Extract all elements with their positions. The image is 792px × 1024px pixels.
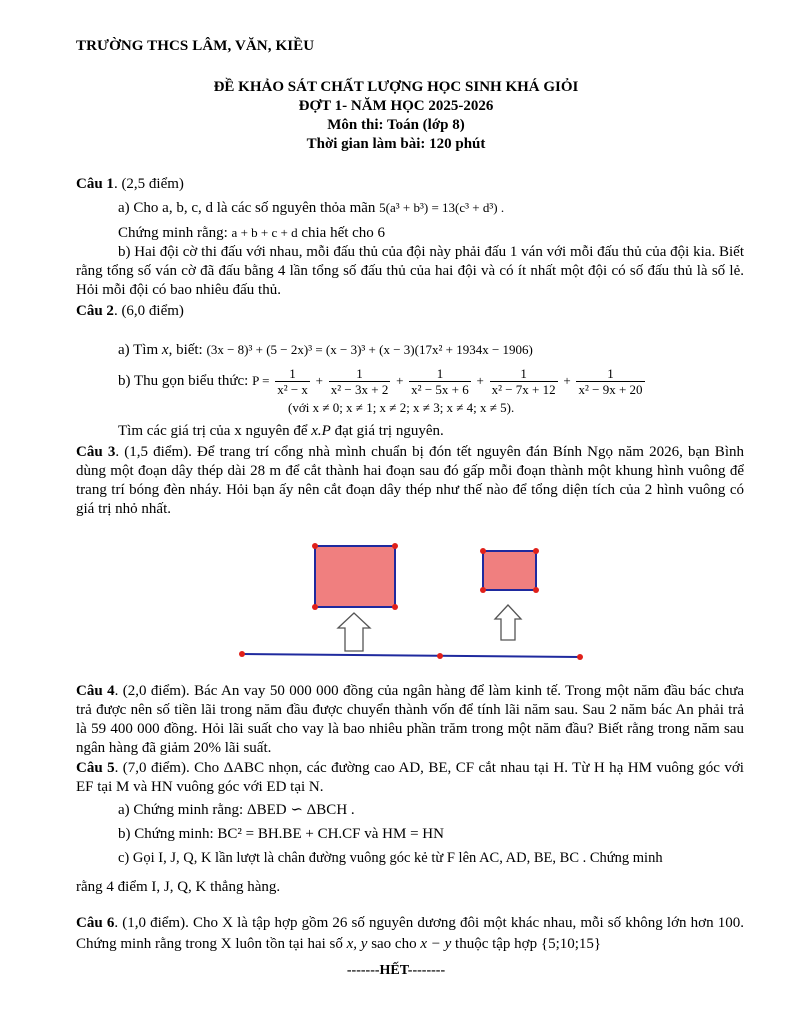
q6-text-3: thuộc tập hợp — [455, 936, 538, 952]
q2a-equation: (3x − 8)³ + (5 − 2x)³ = (x − 3)³ + (x − 3)(17x² + 1934x − 1906) — [206, 342, 533, 357]
wire-endpoint — [239, 651, 245, 657]
exam-round: ĐỢT 1- NĂM HỌC 2025-2026 — [298, 98, 494, 114]
up-arrow-small — [495, 605, 521, 640]
corner-point — [533, 587, 539, 593]
question-4 — [76, 682, 744, 758]
question-2-title: Câu 2 — [76, 303, 114, 319]
q6-text-2: sao cho — [371, 936, 417, 952]
q2a-given: , biết: — [168, 342, 203, 358]
q1b-text: b) Hai đội cờ thi đấu với nhau, mỗi đấu thủ của đội này phải đấu 1 ván với mỗi đấu thủ của đội kia. Biết rằng tổng số ván cờ đã đấu bằng 4 lần tổng số đấu thủ của hai đội và có ít nhất một đội có số đấu thủ là số lẻ. Hỏi mỗi đội có bao nhiêu đấu thủ. — [76, 244, 744, 298]
up-arrow-large — [338, 613, 370, 651]
q2b-condition: (với x ≠ 0; x ≠ 1; x ≠ 2; x ≠ 3; x ≠ 4; x ≠ 5). — [288, 400, 515, 415]
q2b-P: P = — [252, 372, 270, 388]
question-6-title: Câu 6 — [76, 915, 115, 931]
corner-point — [392, 543, 398, 549]
corner-point — [392, 604, 398, 610]
plus-sign: + — [563, 372, 571, 388]
large-square — [315, 546, 395, 607]
corner-point — [533, 548, 539, 554]
school-name: TRƯỜNG THCS LÂM, VĂN, KIỀU — [76, 38, 315, 54]
q6-vars: x, y — [346, 936, 368, 952]
wire-cut-point — [437, 653, 443, 659]
question-5-text: . (7,0 điểm). Cho ΔABC nhọn, các đường cao AD, BE, CF cắt nhau tại H. Từ H hạ HM vuông góc với EF tại M và HN vuông góc với ED tại N. — [76, 760, 744, 795]
q2a-text: a) Tìm — [118, 342, 159, 358]
corner-point — [312, 604, 318, 610]
q2a-variable: x — [161, 342, 169, 358]
question-4-title: Câu 4 — [76, 683, 115, 699]
question-5 — [76, 759, 744, 897]
question-1-title: Câu 1 — [76, 176, 114, 192]
small-square — [483, 551, 536, 590]
end-marker: -------HẾT-------- — [346, 963, 446, 978]
fraction-5: $\frac{1}{\text{x² − 9x + 20}}$ — [578, 366, 643, 397]
q1a-prove-expression: a + b + c + d — [231, 225, 298, 240]
plus-sign: + — [476, 372, 484, 388]
q5c-continued: rằng 4 điểm I, J, Q, K thẳng hàng. — [76, 879, 281, 895]
q5b: b) Chứng minh: BC² = BH.BE + CH.CF và HM = HN — [118, 826, 444, 842]
q6-set: {5;10;15} — [540, 936, 602, 952]
q5c: c) Gọi I, J, Q, K lần lượt là chân đường vuông góc kẻ từ F lên AC, AD, BE, BC . Chứng minh — [118, 850, 663, 866]
question-6 — [76, 913, 744, 955]
plus-sign: + — [315, 372, 324, 388]
fraction-2: $\frac{1}{\text{x² − 3x + 2}}$ — [330, 366, 389, 397]
q6-diff: x − y — [420, 936, 452, 952]
plus-sign: + — [396, 372, 404, 388]
q1a-equation: 5(a³ + b³) = 13(c³ + d³) . — [379, 200, 505, 215]
corner-point — [312, 543, 318, 549]
fraction-3: $\frac{1}{\text{x² − 5x + 6}}$ — [411, 366, 469, 397]
q2b-find-2: đạt giá trị nguyên. — [334, 423, 444, 439]
question-3-title: Câu 3 — [76, 444, 116, 460]
fraction-4: $\frac{1}{\text{x² − 7x + 12}}$ — [491, 366, 556, 397]
corner-point — [480, 548, 486, 554]
question-2-points: . (6,0 điểm) — [113, 303, 184, 319]
q2b-find-1: Tìm các giá trị của x nguyên để — [118, 423, 308, 439]
q1a-prove: Chứng minh rằng: — [118, 225, 228, 241]
fraction-1: $\frac{1}{\text{x² − x}}$ — [277, 366, 308, 397]
exam-title: ĐỀ KHẢO SÁT CHẤT LƯỢNG HỌC SINH KHÁ GIỎI — [213, 79, 579, 95]
q2b-find-var: x.P — [311, 423, 331, 439]
question-1-points: . (2,5 điểm) — [113, 176, 184, 192]
q5a: a) Chứng minh rằng: ΔBED ∽ ΔBCH . — [118, 802, 355, 818]
wire-segment — [242, 654, 580, 657]
wire-endpoint — [577, 654, 583, 660]
question-5-title: Câu 5 — [76, 760, 115, 776]
question-4-text: . (2,0 điểm). Bác An vay 50 000 000 đồng của ngân hàng để làm kinh tế. Trong một năm đầu bác chưa trả được nên số tiền lãi trong năm đầu được chuyển thành vốn để tính lãi năm sau. Sau 2 năm bác An phải trả là 59 400 000 đồng. Hỏi lãi suất cho vay là bao nhiêu phần trăm trong một năm đầu? Biết rằng trong năm sau ngân hàng đã giảm 20% lãi suất. — [76, 683, 744, 756]
question-3-text: . (1,5 điểm). Để trang trí cổng nhà mình chuẩn bị đón tết nguyên đán Bính Ngọ năm 2026, bạn Bình dùng một đoạn dây thép dài 28 m để cắt thành hai đoạn sau đó gấp mỗi đoạn thành một khung hình vuông để trang trí bóng đèn nháy. Hỏi bạn ấy nên cắt đoạn dây thép như thế nào để tổng diện tích của 2 hình vuông có giá trị nhỏ nhất. — [76, 444, 744, 517]
corner-point — [480, 587, 486, 593]
question-6-text-1: . (1,0 điểm). Cho X là tập hợp gồm 26 số nguyên dương đôi một khác nhau, mỗi số không lớn hơn 100. Chứng minh rằng trong X luôn tồn tại hai số — [76, 915, 744, 952]
q2b-text: b) Thu gọn biểu thức: — [118, 372, 249, 389]
q1a-text: a) Cho a, b, c, d là các số nguyên thỏa mãn — [118, 200, 376, 216]
exam-subject: Môn thi: Toán (lớp 8) — [327, 117, 465, 133]
exam-duration: Thời gian làm bài: 120 phút — [306, 136, 486, 152]
q1a-prove-end: chia hết cho 6 — [301, 225, 386, 241]
